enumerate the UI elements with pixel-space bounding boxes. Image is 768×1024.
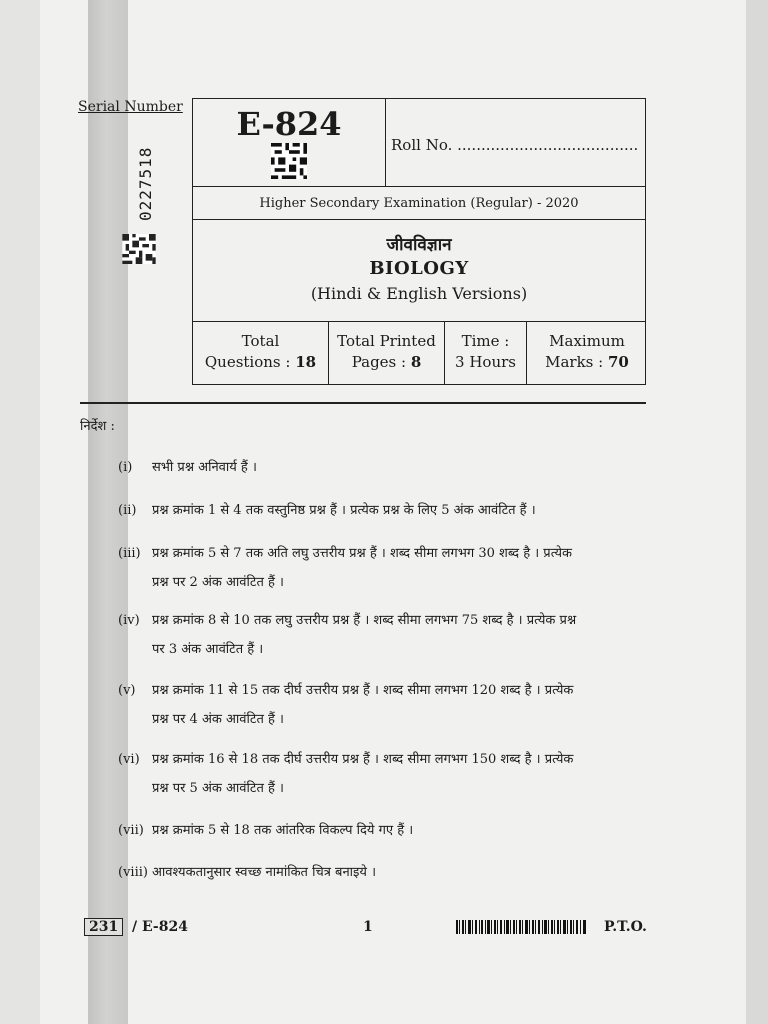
info-label: Pages :	[351, 353, 407, 371]
exam-title: Higher Secondary Examination (Regular) - 2020	[259, 196, 579, 211]
info-label: Total Printed	[337, 332, 436, 350]
item-text: प्रश्न क्रमांक 5 से 18 तक आंतरिक विकल्प दिये गए हैं ।	[152, 823, 414, 838]
pto-label: P.T.O.	[604, 919, 647, 935]
page-edge	[746, 0, 768, 1024]
subject-english: BIOLOGY	[369, 258, 469, 279]
header-row-top	[193, 99, 645, 187]
item-text-continued: प्रश्न पर 5 अंक आवंटित हैं ।	[152, 781, 284, 796]
info-label: Questions :	[204, 353, 291, 371]
serial-number-label: Serial Number	[78, 99, 183, 115]
info-value: 70	[608, 353, 629, 371]
item-text: सभी प्रश्न अनिवार्य हैं ।	[152, 460, 257, 475]
roll-number-field: Roll No. ......................................	[391, 136, 639, 154]
paper-code: E-824	[236, 105, 342, 143]
item-number: (vi)	[118, 752, 140, 767]
info-value: 18	[295, 353, 317, 371]
footer-paper-code: / E-824	[132, 919, 188, 935]
divider	[80, 402, 646, 404]
item-text: प्रश्न क्रमांक 11 से 15 तक दीर्घ उत्तरीय प्रश्न हैं । शब्द सीमा लगभग 120 शब्द है । प्रत्येक	[152, 683, 574, 698]
item-text: प्रश्न क्रमांक 1 से 4 तक वस्तुनिष्ठ प्रश्न हैं । प्रत्येक प्रश्न के लिए 5 अंक आवंटित हैं ।	[152, 503, 536, 518]
info-total-pages	[329, 322, 445, 384]
info-value: 8	[410, 353, 422, 371]
page-footer	[80, 918, 646, 942]
header-row-info	[193, 322, 645, 384]
item-text: प्रश्न क्रमांक 5 से 7 तक अति लघु उत्तरीय प्रश्न हैं । शब्द सीमा लगभग 30 शब्द है । प्रत्येक	[152, 546, 572, 561]
info-label: Maximum	[549, 332, 625, 350]
item-text-continued: प्रश्न पर 2 अंक आवंटित हैं ।	[152, 575, 284, 590]
info-label: Marks :	[545, 353, 604, 371]
item-number: (i)	[118, 460, 133, 475]
instructions-title: निर्देश :	[80, 419, 115, 434]
info-time	[445, 322, 527, 384]
item-number: (v)	[118, 683, 136, 698]
barcode-icon	[456, 920, 586, 934]
subject-hindi: जीवविज्ञान	[386, 235, 452, 255]
item-number: (viii)	[118, 865, 148, 880]
item-number: (vii)	[118, 823, 144, 838]
item-text: प्रश्न क्रमांक 16 से 18 तक दीर्घ उत्तरीय प्रश्न हैं । शब्द सीमा लगभग 150 शब्द है । प्रत्येक	[152, 752, 574, 767]
header-row-subject	[193, 220, 645, 322]
item-number: (iii)	[118, 546, 141, 561]
item-text-continued: पर 3 अंक आवंटित हैं ।	[152, 642, 264, 657]
subject-versions: (Hindi & English Versions)	[310, 284, 528, 303]
info-max-marks	[527, 322, 647, 384]
info-label: Time :	[461, 332, 510, 350]
page-number: 1	[363, 919, 373, 935]
paper-code-cell	[193, 99, 386, 186]
item-number: (ii)	[118, 503, 137, 518]
header-box	[192, 98, 646, 385]
item-text: आवश्यकतानुसार स्वच्छ नामांकित चित्र बनाइये ।	[152, 865, 377, 880]
qr-code-icon	[122, 234, 156, 264]
info-label: 3 Hours	[455, 353, 516, 371]
item-text-continued: प्रश्न पर 4 अंक आवंटित हैं ।	[152, 712, 284, 727]
header-row-exam	[193, 187, 645, 220]
qr-code-icon	[270, 143, 308, 179]
info-total-questions	[193, 322, 329, 384]
item-number: (iv)	[118, 613, 140, 628]
item-text: प्रश्न क्रमांक 8 से 10 तक लघु उत्तरीय प्रश्न हैं । शब्द सीमा लगभग 75 शब्द है । प्रत्येक प्रश्न	[152, 613, 577, 628]
info-label: Total	[241, 332, 280, 350]
footer-code-box: 231	[84, 918, 123, 936]
serial-number-value: 0227518	[136, 146, 155, 221]
